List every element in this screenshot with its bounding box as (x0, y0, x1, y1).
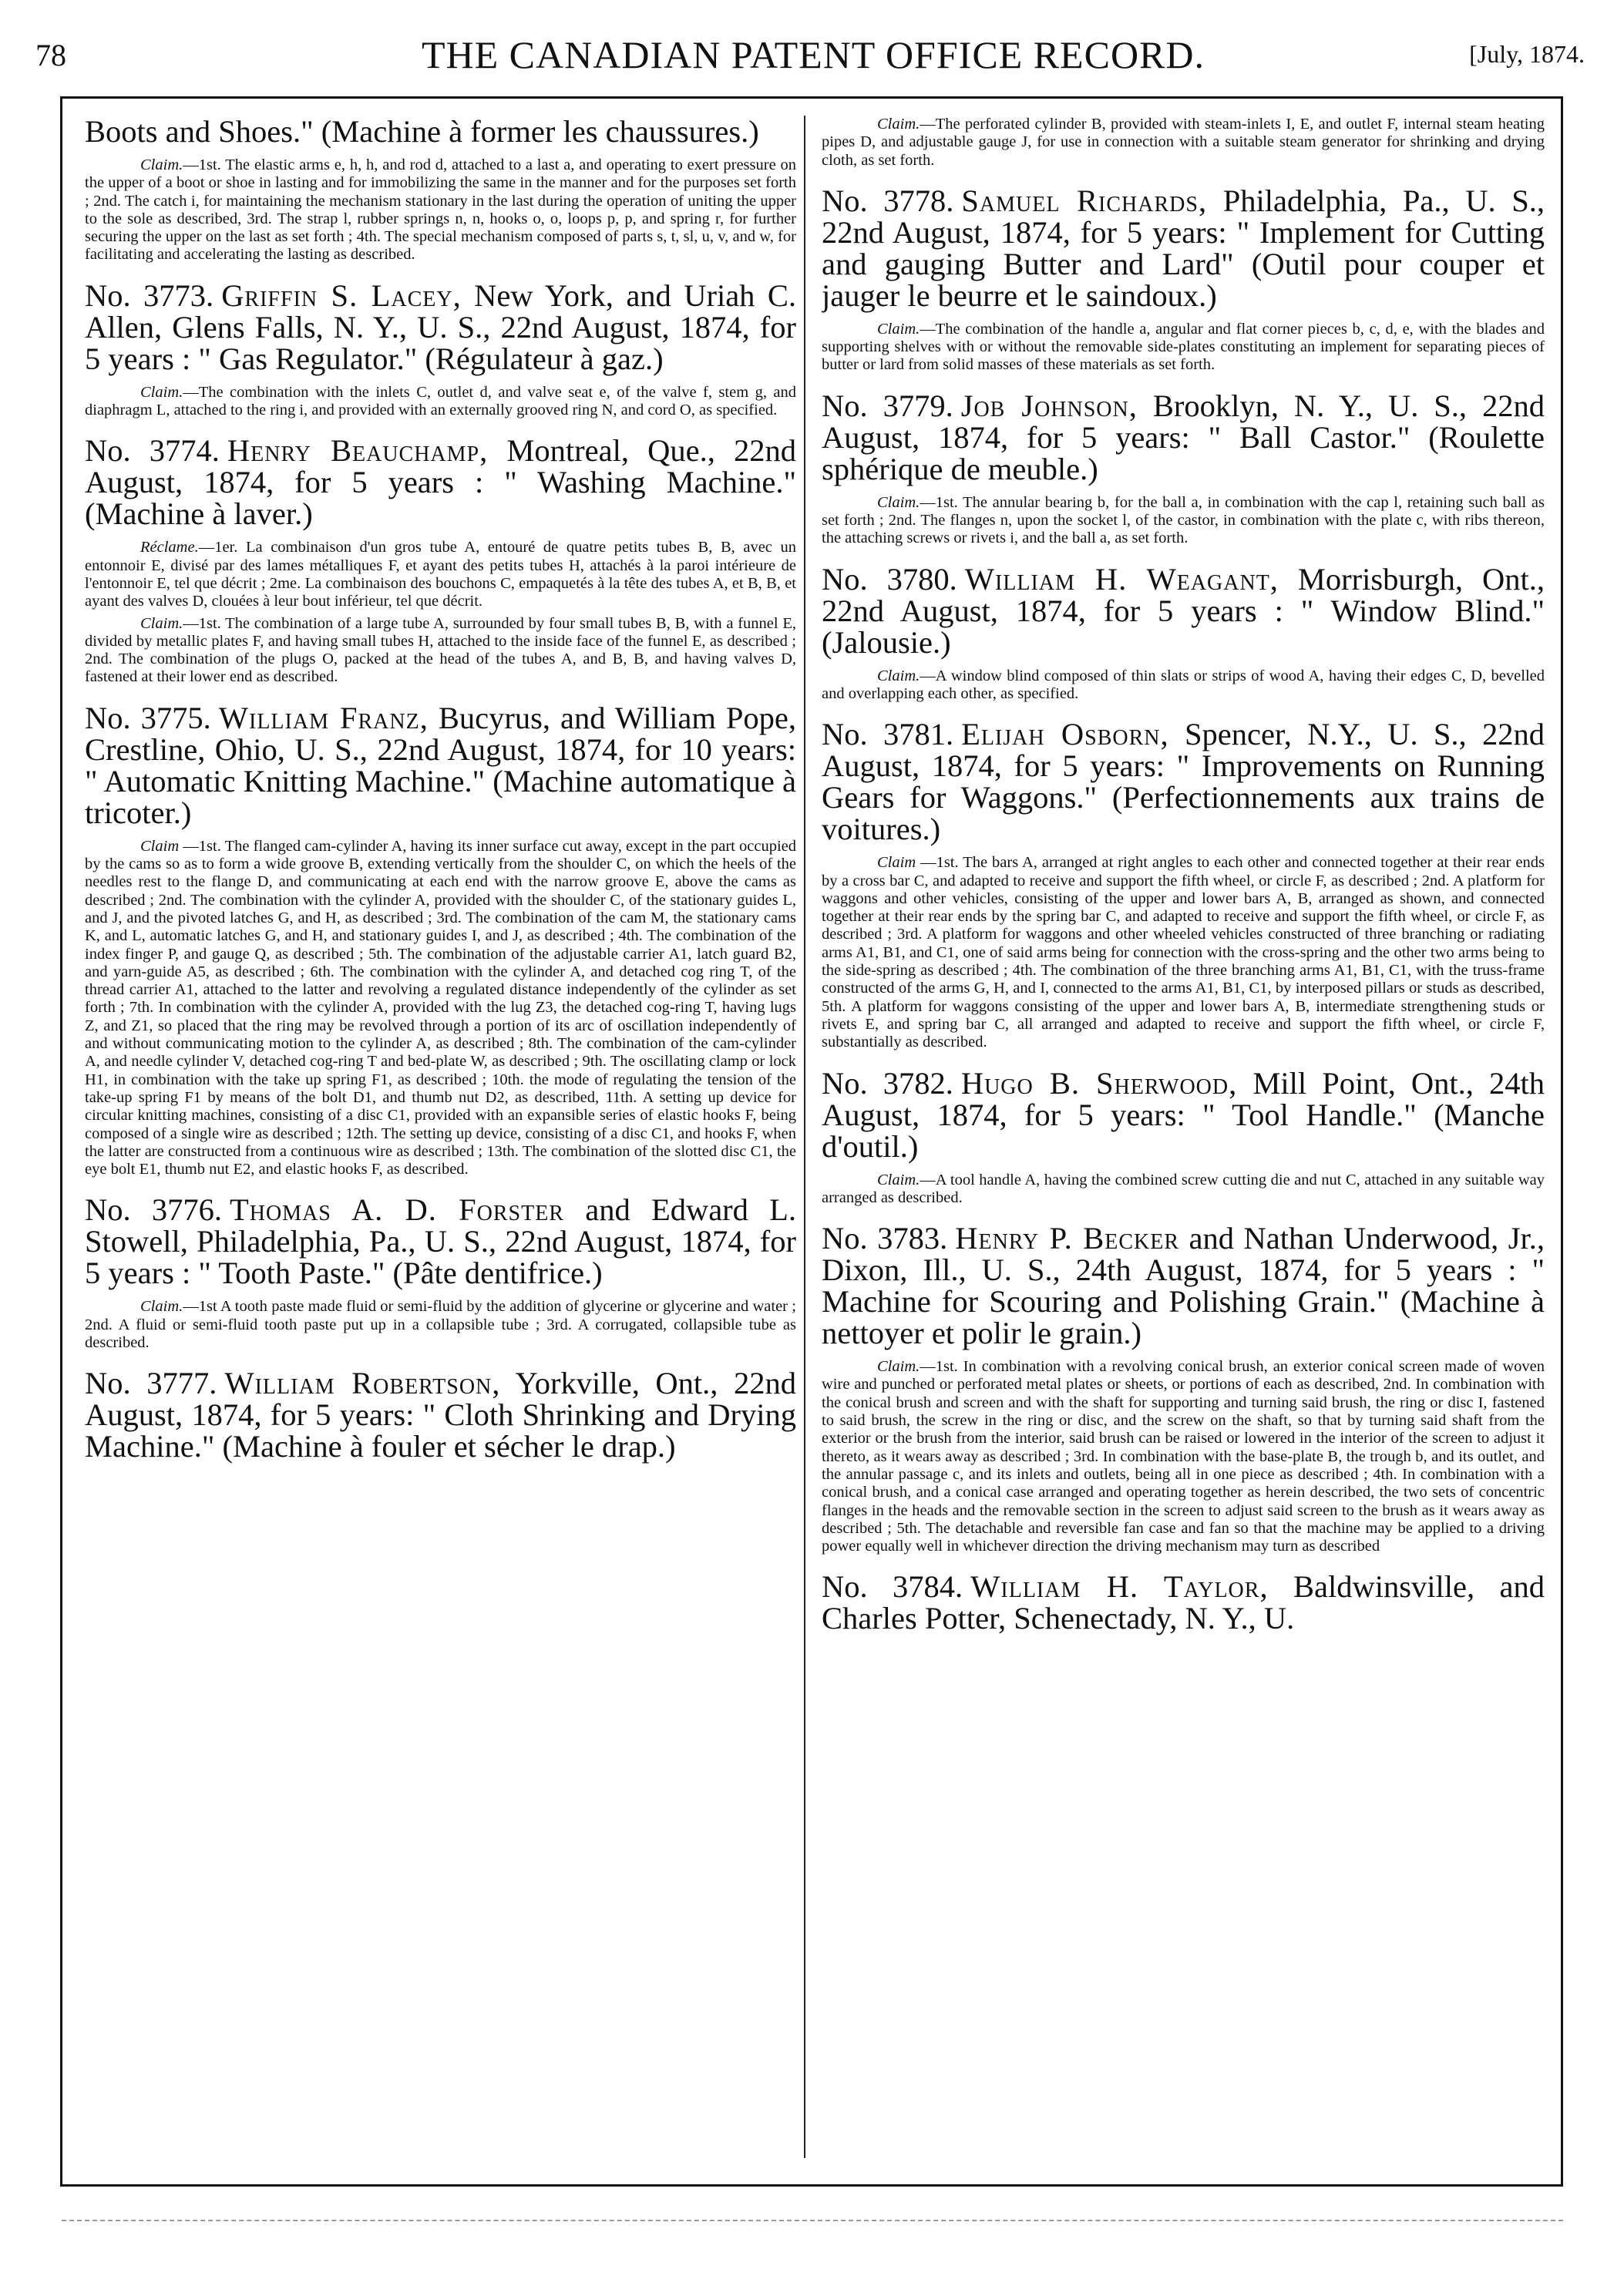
claim-label: Claim. (877, 667, 920, 684)
claim-label: Claim. (877, 320, 920, 338)
claim-paragraph (822, 494, 1545, 548)
patent-title: Boots and Shoes." (Machine à former les chaussures.) (85, 116, 759, 149)
patent-title: Brooklyn, N. Y., U. S., 22nd August, 1874, for 5 years: " Ball Castor." (Roulette sphérique de meuble.) (822, 388, 1545, 486)
claim-paragraph (822, 1358, 1545, 1555)
patent-heading (85, 116, 796, 147)
page-header (31, 29, 1595, 83)
claim-text: —The combination of the handle a, angular and flat corner pieces b, c, d, e, with the blades and supporting shelves with or without the removable side-plates constituting an implement for separating pieces of butter or lard from solid masses of these materials as set forth. (822, 320, 1545, 374)
claim-text: —1er. La combinaison d'un gros tube A, entouré de quatre petits tubes B, B, avec un entonnoir E, divisé par des lames métalliques F, et ayant des petits tubes H, attachés à la paroi intérieure de l'entonnoir E, tel que décrit ; 2me. La combinaison des bouchons C, empaquetés à la tête des tubes A, et B, B, et ayant des valves D, clouées à leur bout inférieur, tel que décrit. (85, 539, 796, 610)
journal-title: THE CANADIAN PATENT OFFICE RECORD. (421, 33, 1205, 76)
patent-heading (822, 1067, 1545, 1162)
patent-number: No. 3778. (822, 183, 954, 218)
claim-label: Claim. (877, 493, 920, 511)
claim-paragraph (822, 667, 1545, 704)
inventor-name: Hugo B. Sherwood, (960, 1065, 1238, 1101)
claim-text: —1st. In combination with a revolving conical brush, an exterior conical screen made of woven wire and punched or perforated metal plates or sheets, or portions of each as described, 2nd. In combination with the conical brush and screen and with the shaft for supporting and turning said brush, the ring or disc I, fastened to said brush, the screw in the ring or disc, and the screw on the shaft, so that by turning said shaft from the exterior or the brush from the interior, said brush can be raised or lowered in the interior of the screen to adjust it thereto, as it wears away as described ; 3rd. In combination with the base-plate B, the trough b, and its outlet, and the annular passage c, and its inlets and outlets, being all in one piece as described ; 4th. In combination with a conical brush, and a conical case arranged and operating together as herein described, the two sets of concentric flanges in the heads and the removable section in the screen to adjust said screen to the brush as it wears away as described ; 5th. The detachable and reversible fan case and fan so that the machine may be applied to a driving power equally well in whichever direction the driving mechanism may turn as described (822, 1358, 1545, 1555)
claim-label: Claim. (140, 614, 183, 632)
inventor-name: Elijah Osborn, (961, 717, 1169, 752)
inventor-name: Griffin S. Lacey, (221, 277, 462, 313)
claim-paragraph (85, 156, 796, 264)
claim-paragraph (85, 615, 796, 687)
inventor-name: Henry Beauchamp, (227, 433, 489, 469)
claim-paragraph (85, 1298, 796, 1352)
patent-title: Bucyrus, and William Pope, Crestline, Ohio, U. S., 22nd August, 1874, for 10 years: " Automatic Knitting Machine." (Machine automatique à tricoter.) (85, 700, 796, 830)
patent-entry (85, 1194, 796, 1352)
patent-number: No. 3777. (85, 1366, 217, 1401)
left-column (85, 116, 796, 2166)
patent-heading (822, 563, 1545, 658)
claim-paragraph (822, 321, 1545, 375)
claim-paragraph (85, 384, 796, 420)
issue-date: [July, 1874. (1469, 40, 1585, 68)
patent-title: New York, and Uriah C. Allen, Glens Falls, N. Y., U. S., 22nd August, 1874, for 5 years : " Gas Regulator." (Régulateur à gaz.) (85, 277, 796, 376)
inventor-name: Samuel Richards, (961, 183, 1208, 218)
inventor-name: William Robertson, (224, 1366, 501, 1401)
claim-paragraph (822, 116, 1545, 170)
patent-heading (85, 277, 796, 376)
inventor-name: Henry P. Becker (955, 1221, 1180, 1256)
patent-heading (85, 1194, 796, 1289)
patent-number: No. 3774. (85, 433, 220, 469)
patent-entry (822, 718, 1545, 1051)
claim-paragraph (822, 1172, 1545, 1208)
patent-number: No. 3773. (85, 277, 214, 313)
claim-text: —1st. The annular bearing b, for the ball a, in combination with the cap l, retaining such ball as set forth ; 2nd. The flanges n, upon the socket l, of the castor, in combination with the plate c, with ribs thereon, the attaching screws or rivets i, and the ball a, as set forth. (822, 493, 1545, 547)
claim-label: Claim. (140, 156, 183, 173)
patent-title: and Nathan Underwood, Jr., Dixon, Ill., U. S., 24th August, 1874, for 5 years : " Machine for Scouring and Polishing Grain." (Machine à nettoyer et polir le grain.) (822, 1221, 1545, 1351)
patent-number: No. 3776. (85, 1192, 222, 1228)
patent-heading (822, 718, 1545, 845)
inventor-name: Thomas A. D. Forster (230, 1192, 564, 1228)
patent-number: No. 3784. (822, 1569, 963, 1605)
claim-label: Réclame. (140, 539, 199, 556)
patent-title: Spencer, N.Y., U. S., 22nd August, 1874, for 5 years: " Improvements on Running Gears for Waggons." (Perfectionnements aux trains de voitures.) (822, 717, 1545, 847)
patent-number: No. 3780. (822, 561, 957, 597)
claim-label: Claim (877, 854, 916, 872)
patent-entry (85, 1367, 796, 1462)
patent-heading (822, 1222, 1545, 1349)
inventor-name: William H. Weagant, (964, 561, 1279, 597)
patent-heading (822, 1571, 1545, 1634)
claim-label: Claim. (877, 116, 920, 133)
patent-entry (822, 563, 1545, 704)
page-number: 78 (35, 38, 66, 72)
patent-entry (822, 1571, 1545, 1634)
footer-rule (62, 2220, 1563, 2221)
column-divider (804, 116, 805, 2158)
patent-title: Philadelphia, Pa., U. S., 22nd August, 1874, for 5 years: " Implement for Cutting and gauging Butter and Lard" (Outil pour couper et jauger le beurre et le saindoux.) (822, 183, 1545, 313)
patent-entry (85, 116, 796, 264)
claim-label: Claim. (140, 383, 183, 401)
claim-text: —A window blind composed of thin slats or strips of wood A, having their edges C, D, bevelled and overlapping each other, as specified. (822, 667, 1545, 702)
claim-label: Claim. (877, 1358, 920, 1376)
patent-entry (822, 390, 1545, 548)
claim-text: —The perforated cylinder B, provided with steam-inlets I, E, and outlet F, internal steam heating pipes D, and adjustable gauge J, for use in connection with a suitable steam generator for shrinking and drying cloth, as set forth. (822, 116, 1545, 169)
claim-text: —The combination with the inlets C, outlet d, and valve seat e, of the valve f, stem g, and diaphragm L, attached to the ring i, and provided with an externally grooved ring N, and cord O, as specified. (85, 383, 796, 419)
patent-heading (85, 433, 796, 532)
patent-number: No. 3781. (822, 717, 954, 752)
claim-label: Claim (140, 837, 180, 855)
claim-label: Claim. (140, 1298, 183, 1316)
patent-entry (85, 435, 796, 686)
patent-entry (85, 702, 796, 1179)
claim-paragraph (822, 854, 1545, 1051)
patent-title: Yorkville, Ont., 22nd August, 1874, for 5 years: " Cloth Shrinking and Drying Machine." (Machine à fouler et sécher le drap.) (85, 1366, 796, 1464)
claim-text: —1st. The elastic arms e, h, h, and rod d, attached to a last a, and operating to exert pressure on the upper of a boot or shoe in lasting and for immobilizing the same in the manner and for the purposes set forth ; 2nd. The catch i, for maintaining the mechanism stationary in the last during the operation of uniting the upper to the sole as described, 3rd. The strap l, rubber springs n, n, hooks o, o, loops p, p, and spring r, for further securing the upper on the last as set forth ; 4th. The special mechanism composed of parts s, t, sl, u, v, and w, for facilitating and accelerating the lasting as described. (85, 156, 796, 264)
patent-entry (822, 1222, 1545, 1555)
patent-heading (822, 185, 1545, 311)
claim-text: —1st A tooth paste made fluid or semi-fluid by the addition of glycerine or glycerine and water ; 2nd. A fluid or semi-fluid tooth paste put up in a collapsible tube ; 3rd. A corrugated, collapsible tube as described. (85, 1298, 796, 1351)
patent-title: and Edward L. Stowell, Philadelphia, Pa., U. S., 22nd August, 1874, for 5 years : " Tooth Paste." (Pâte dentifrice.) (85, 1192, 796, 1291)
patent-number: No. 3782. (822, 1065, 953, 1101)
inventor-name: William H. Taylor, (970, 1569, 1269, 1605)
inventor-name: Job Johnson, (960, 388, 1138, 423)
patent-entry (822, 1067, 1545, 1208)
claim-label: Claim. (877, 1171, 920, 1188)
patent-heading (85, 1367, 796, 1462)
claim-text: —A tool handle A, having the combined screw cutting die and nut C, attached in any suitable way arranged as described. (822, 1171, 1545, 1206)
patent-number: No. 3775. (85, 700, 211, 735)
inventor-name: William Franz, (218, 700, 429, 735)
patent-number: No. 3783. (822, 1221, 948, 1256)
patent-entry (822, 116, 1545, 170)
patent-title: Morrisburgh, Ont., 22nd August, 1874, for 5 years : " Window Blind." (Jalousie.) (822, 561, 1545, 660)
patent-number: No. 3779. (822, 388, 953, 423)
patent-entry (822, 185, 1545, 375)
patent-title: Baldwinsville, and Charles Potter, Schenectady, N. Y., U. (822, 1569, 1545, 1636)
claim-paragraph (85, 838, 796, 1179)
right-column (822, 116, 1545, 2166)
claim-paragraph (85, 539, 796, 610)
patent-heading (85, 702, 796, 829)
claim-text: —1st. The bars A, arranged at right angles to each other and connected together at their rear ends by a cross bar C, and adapted to receive and support the fifth wheel, or circle F, as described ; 2nd. A platform for waggons and other vehicles, consisting of the upper and lower bars A, B, arranged as shown, and connected together at their rear ends by the spring bar C, and adapted to receive and support the fifth wheel, or circle F, as described ; 3rd. A platform for waggons and other wheeled vehicles constructed of three branching or radiating arms A1, B1, and C1, one of said arms being for connection with the cross-spring and the other two arms being to the side-spring as described ; 4th. The combination of the three branching arms A1, B1, C1, with the truss-frame constructed of the arms G, H, and I, connected to the arms A1, B1, C1, by interposed pillars or studs as described, 5th. A platform for waggons consisting of the upper and lower bars A, B, intermediate strengthening studs or rivets E, and spring bar C, all arranged and adapted to receive and support the fifth wheel, or circle F, substantially as described. (822, 854, 1545, 1051)
patent-title: Montreal, Que., 22nd August, 1874, for 5 years : " Washing Machine." (Machine à laver.) (85, 433, 796, 532)
patent-heading (822, 390, 1545, 485)
patent-entry (85, 277, 796, 420)
claim-text: —1st. The combination of a large tube A, surrounded by four small tubes B, B, with a funnel E, divided by metallic plates F, and having small tubes H, attached to the inside face of the funnel E, as described ; 2nd. The combination of the plugs O, packed at the head of the tubes A, and B, B, and having valves D, fastened at their lower end as described. (85, 614, 796, 686)
patent-title: Mill Point, Ont., 24th August, 1874, for 5 years: " Tool Handle." (Manche d'outil.) (822, 1065, 1545, 1164)
claim-text: —1st. The flanged cam-cylinder A, having its inner surface cut away, except in the part occupied by the cams so as to form a wide groove B, extending vertically from the shoulder C, on which the heels of the needles rest to the flange D, and communicating at each end with the narrow groove E, above the cams as described ; 2nd. The combination with the cylinder A, provided with the shoulder C, of the stationary guides L, and J, and the pivoted latches G, and H, as described ; 3rd. The combination of the cam M, the stationary cams K, and L, automatic latches G, and H, and stationary guides I, and J, as described ; 4th. The combination of the index finger P, and gauge Q, as described ; 5th. The combination of the adjustable carrier A1, latch guard B2, and yarn-guide A5, as described ; 6th. The combination with the cylinder A, and detached cog ring T, of the thread carrier A1, attached to the latter and revolving a regulated distance independently of the cylinder as set forth ; 7th. In combination with the cylinder A, provided with the lug Z3, the detached cog-ring T, having lugs Z, and Z1, so placed that the ring may be revolved through a portion of its arc of oscillation independently of and without communicating motion to the cylinder A, as described ; 8th. The combination of the cam-cylinder A, and needle cylinder V, detached cog-ring T and bed-plate W, as described ; 9th. The oscillating clamp or lock H1, in combination with the take up spring F1, as described ; 10th. the mode of regulating the tension of the take-up spring F1 by means of the bolt D1, and thumb nut D2, as described, 11th. A setting up device for circular knitting machines, consisting of a disc C1, provided with an expansible series of elastic hooks F, being composed of a single wire as described ; 12th. The setting up device, consisting of a disc C1, and hooks F, when the latter are constructed from a continuous wire as described ; 13th. The combination of the slotted disc C1, the eye bolt E1, thumb nut E2, and elastic hooks F, as described. (85, 837, 796, 1178)
